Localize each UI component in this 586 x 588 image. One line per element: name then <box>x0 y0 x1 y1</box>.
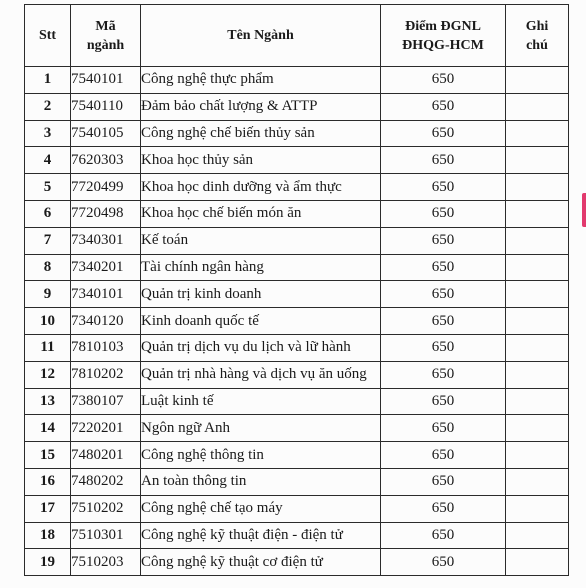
cell-score: 650 <box>381 468 506 495</box>
cell-score: 650 <box>381 200 506 227</box>
cell-note <box>506 254 569 281</box>
cell-note <box>506 549 569 576</box>
cell-note <box>506 147 569 174</box>
cell-note <box>506 415 569 442</box>
cell-name: Quản trị kinh doanh <box>141 281 381 308</box>
cell-code: 7340101 <box>71 281 141 308</box>
cell-stt: 2 <box>25 93 71 120</box>
table-row <box>25 334 569 361</box>
header-stt <box>25 5 71 67</box>
cell-stt: 13 <box>25 388 71 415</box>
cell-stt: 14 <box>25 415 71 442</box>
cell-code: 7220201 <box>71 415 141 442</box>
cell-score: 650 <box>381 388 506 415</box>
table-row <box>25 174 569 201</box>
cell-stt: 5 <box>25 174 71 201</box>
cell-name: Luật kinh tế <box>141 388 381 415</box>
table-row <box>25 495 569 522</box>
table-row <box>25 468 569 495</box>
cell-code: 7340301 <box>71 227 141 254</box>
cell-note <box>506 522 569 549</box>
cell-name: An toàn thông tin <box>141 468 381 495</box>
table-header-row <box>25 5 569 67</box>
cell-name: Công nghệ kỹ thuật điện - điện tử <box>141 522 381 549</box>
cell-score: 650 <box>381 174 506 201</box>
cell-note <box>506 174 569 201</box>
table-row <box>25 281 569 308</box>
table-row <box>25 67 569 94</box>
cell-stt: 12 <box>25 361 71 388</box>
table-row <box>25 388 569 415</box>
cell-note <box>506 388 569 415</box>
header-score-line1: Điểm ĐGNL <box>405 18 481 34</box>
table-row <box>25 442 569 469</box>
cell-name: Đảm bảo chất lượng & ATTP <box>141 93 381 120</box>
cell-code: 7720499 <box>71 174 141 201</box>
cell-stt: 15 <box>25 442 71 469</box>
cell-score: 650 <box>381 522 506 549</box>
cell-note <box>506 93 569 120</box>
cell-name: Tài chính ngân hàng <box>141 254 381 281</box>
cell-note <box>506 495 569 522</box>
cell-score: 650 <box>381 549 506 576</box>
header-name <box>141 5 381 67</box>
cell-name: Kinh doanh quốc tế <box>141 308 381 335</box>
cell-code: 7810103 <box>71 334 141 361</box>
table-row <box>25 147 569 174</box>
table-row <box>25 549 569 576</box>
cell-note <box>506 442 569 469</box>
cell-stt: 1 <box>25 67 71 94</box>
cell-note <box>506 334 569 361</box>
cell-name: Kế toán <box>141 227 381 254</box>
cell-score: 650 <box>381 254 506 281</box>
cell-name: Công nghệ kỹ thuật cơ điện tử <box>141 549 381 576</box>
cell-code: 7540110 <box>71 93 141 120</box>
cell-code: 7380107 <box>71 388 141 415</box>
cell-stt: 3 <box>25 120 71 147</box>
cell-note <box>506 281 569 308</box>
header-score-line2: ĐHQG-HCM <box>402 37 484 53</box>
header-code-line1: Mã <box>95 18 116 34</box>
cell-note <box>506 67 569 94</box>
cell-score: 650 <box>381 67 506 94</box>
cell-stt: 19 <box>25 549 71 576</box>
cell-code: 7510203 <box>71 549 141 576</box>
cell-name: Ngôn ngữ Anh <box>141 415 381 442</box>
cell-code: 7510301 <box>71 522 141 549</box>
cell-note <box>506 361 569 388</box>
cell-stt: 17 <box>25 495 71 522</box>
cell-note <box>506 200 569 227</box>
cell-code: 7340120 <box>71 308 141 335</box>
cell-name: Khoa học thủy sản <box>141 147 381 174</box>
page-edge-mark <box>582 193 586 227</box>
cell-code: 7480202 <box>71 468 141 495</box>
table-row <box>25 522 569 549</box>
table-row <box>25 415 569 442</box>
cell-score: 650 <box>381 415 506 442</box>
cell-name: Khoa học chế biến món ăn <box>141 200 381 227</box>
cell-score: 650 <box>381 308 506 335</box>
table-body <box>25 67 569 576</box>
cell-code: 7540105 <box>71 120 141 147</box>
cell-stt: 8 <box>25 254 71 281</box>
cell-stt: 4 <box>25 147 71 174</box>
cell-name: Công nghệ chế tạo máy <box>141 495 381 522</box>
cell-name: Khoa học dinh dưỡng và ẩm thực <box>141 174 381 201</box>
cell-score: 650 <box>381 120 506 147</box>
cell-note <box>506 227 569 254</box>
cell-stt: 6 <box>25 200 71 227</box>
cell-code: 7720498 <box>71 200 141 227</box>
cell-stt: 18 <box>25 522 71 549</box>
cell-name: Công nghệ thực phẩm <box>141 67 381 94</box>
cell-score: 650 <box>381 93 506 120</box>
header-note-line1: Ghi <box>525 18 549 34</box>
cell-stt: 10 <box>25 308 71 335</box>
cell-score: 650 <box>381 442 506 469</box>
cell-stt: 16 <box>25 468 71 495</box>
cell-score: 650 <box>381 227 506 254</box>
cell-name: Quản trị dịch vụ du lịch và lữ hành <box>141 334 381 361</box>
cell-score: 650 <box>381 281 506 308</box>
cell-note <box>506 468 569 495</box>
cell-note <box>506 120 569 147</box>
cell-score: 650 <box>381 361 506 388</box>
cell-code: 7810202 <box>71 361 141 388</box>
table-row <box>25 308 569 335</box>
cell-code: 7510202 <box>71 495 141 522</box>
header-name-label: Tên Ngành <box>227 28 294 43</box>
cell-note <box>506 308 569 335</box>
table-row <box>25 93 569 120</box>
table-row <box>25 200 569 227</box>
header-score <box>381 5 506 67</box>
admission-score-table <box>24 4 569 576</box>
cell-score: 650 <box>381 334 506 361</box>
table-row <box>25 254 569 281</box>
cell-code: 7340201 <box>71 254 141 281</box>
cell-score: 650 <box>381 495 506 522</box>
cell-name: Công nghệ chế biến thủy sản <box>141 120 381 147</box>
header-code <box>71 5 141 67</box>
table-row <box>25 227 569 254</box>
cell-stt: 7 <box>25 227 71 254</box>
header-stt-label: Stt <box>38 28 57 43</box>
cell-score: 650 <box>381 147 506 174</box>
header-code-line2: ngành <box>86 37 125 53</box>
table-row <box>25 120 569 147</box>
table-row <box>25 361 569 388</box>
cell-name: Công nghệ thông tin <box>141 442 381 469</box>
cell-stt: 11 <box>25 334 71 361</box>
cell-stt: 9 <box>25 281 71 308</box>
cell-code: 7540101 <box>71 67 141 94</box>
header-note <box>506 5 569 67</box>
header-note-line2: chú <box>526 37 548 53</box>
cell-name: Quản trị nhà hàng và dịch vụ ăn uống <box>141 361 381 388</box>
cell-code: 7480201 <box>71 442 141 469</box>
cell-code: 7620303 <box>71 147 141 174</box>
